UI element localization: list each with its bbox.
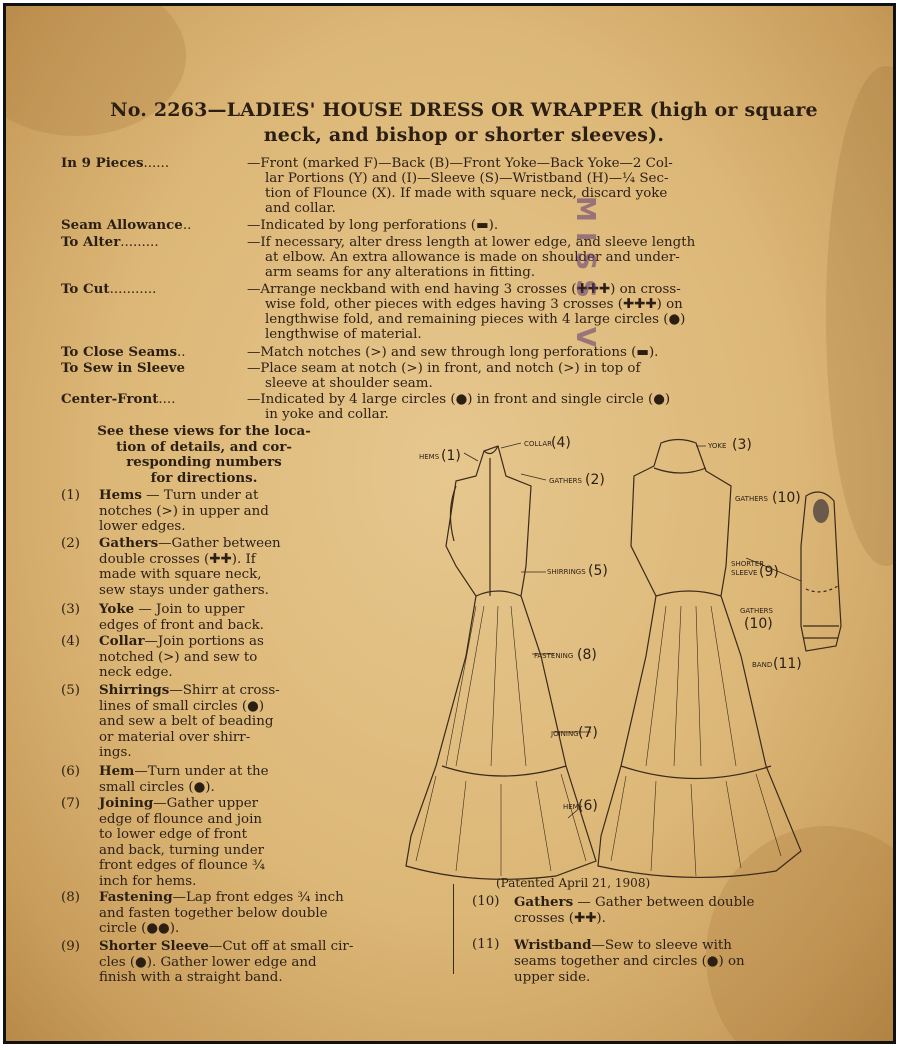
spec-dots: ...... <box>143 156 170 171</box>
spec-line: lar Portions (Y) and (I)—Sleeve (S)—Wristband (H)—¼ Sec- <box>265 171 669 186</box>
spec-dots: ......... <box>120 235 159 250</box>
item-text: upper side. <box>514 970 591 985</box>
spec-line: lengthwise fold, and remaining pieces with 4 large circles (●) <box>265 312 686 327</box>
sleeve-band <box>803 626 839 638</box>
spec-dots: .... <box>158 392 176 407</box>
spec-dots: .. <box>177 345 186 360</box>
item-text: —Join portions as <box>144 634 264 649</box>
item-text: sew stays under gathers. <box>99 582 269 598</box>
item-heading: Hem <box>99 763 135 779</box>
spec-line: at elbow. An extra allowance is made on shoulder and under- <box>265 250 680 265</box>
spec-label: To Cut <box>61 281 110 297</box>
item-number: (9) <box>61 939 80 954</box>
back-flounce-pleats <box>611 774 781 876</box>
callout-band-number: (11) <box>773 656 802 672</box>
item-heading: Collar <box>99 633 145 649</box>
callout-hems: HEMS <box>419 453 440 461</box>
callout-fastening: FASTENING <box>534 652 574 660</box>
item-heading: Fastening <box>99 889 173 905</box>
item-text: notched (>) and sew to <box>99 649 258 665</box>
item-number: (2) <box>61 536 80 551</box>
spec-label: Center-Front <box>61 391 159 407</box>
item-heading: Joining <box>99 795 154 811</box>
item-text: — Turn under at <box>141 488 259 503</box>
callout-hems-number: (1) <box>441 448 461 464</box>
spec-line: —Front (marked F)—Back (B)—Front Yoke—Back Yoke—2 Col- <box>247 156 673 171</box>
front-flounce-pleats <box>416 774 586 876</box>
spec-label: To Close Seams <box>61 344 177 360</box>
item-text: —Shirr at cross- <box>169 683 280 698</box>
spec-line: and collar. <box>265 201 336 216</box>
spec-line: —Arrange neckband with end having 3 crosses (✚✚✚) on cross- <box>247 282 681 297</box>
item-text: cles (●). Gather lower edge and <box>99 954 317 970</box>
item-text: — Gather between double <box>573 895 755 910</box>
item-text: —Gather between <box>158 536 281 551</box>
spec-line: —Match notches (>) and sew through long perforations (▬). <box>247 345 659 360</box>
spec-label: To Sew in Sleeve <box>61 360 185 376</box>
item-number: (3) <box>61 602 80 617</box>
item-number: (8) <box>61 890 80 905</box>
callout-shorter: SHORTER <box>731 560 765 568</box>
callout-gathers-cuff-number: (10) <box>744 616 773 632</box>
callout-gathers-number: (2) <box>585 472 605 488</box>
back-skirt-pleats <box>646 606 736 766</box>
spec-line: —Place seam at notch (>) in front, and notch (>) in top of <box>247 361 641 376</box>
item-text: edge of flounce and join <box>99 811 263 827</box>
spec-dots: .. <box>182 218 192 233</box>
item-text: and sew a belt of beading <box>99 714 274 730</box>
item-text: notches (>) in upper and <box>99 503 269 519</box>
item-text: —Gather upper <box>153 796 259 811</box>
item-number: (10) <box>472 894 500 909</box>
item-text: circle (●●). <box>99 921 180 937</box>
callout-joining: JOINING <box>551 730 579 738</box>
item-text: crosses (✚✚). <box>514 911 606 926</box>
item-text: edges of front and back. <box>99 617 264 633</box>
item-heading: Gathers <box>514 894 574 910</box>
spec-line: lengthwise of material. <box>265 327 422 342</box>
callout-band: BAND <box>752 661 773 669</box>
item-number: (7) <box>61 796 80 811</box>
item-text: ings. <box>99 745 132 761</box>
back-dress-outline <box>598 440 801 878</box>
spec-line: —If necessary, alter dress length at lower edge, and sleeve length <box>247 235 696 250</box>
item-number: (5) <box>61 683 80 698</box>
sleeve-cap-shading <box>813 499 829 523</box>
item-heading: Wristband <box>514 937 592 953</box>
spec-label: In 9 Pieces <box>61 155 144 171</box>
callout-hem: HEM <box>563 803 579 811</box>
item-heading: Gathers <box>99 535 159 551</box>
callout-yoke: YOKE <box>708 442 727 450</box>
spec-line: arm seams for any alterations in fitting. <box>265 265 536 280</box>
back-waist <box>656 591 721 596</box>
diagram-callouts <box>419 435 802 814</box>
item-heading: Hems <box>99 487 142 503</box>
see-line: tion of details, and cor- <box>116 438 292 455</box>
callout-collar-number: (4) <box>551 435 571 451</box>
pattern-sheet <box>3 3 896 1044</box>
item-text: to lower edge of front <box>99 827 248 843</box>
item-heading: Shorter Sleeve <box>99 938 209 954</box>
callout-gathers-sleeve-number: (10) <box>772 490 801 506</box>
item-text: —Cut off at small cir- <box>208 939 354 954</box>
item-heading: Shirrings <box>99 682 170 698</box>
item-text: finish with a straight band. <box>99 970 283 986</box>
title-line-2: neck, and bishop or shorter sleeves). <box>263 124 665 146</box>
item-text: made with square neck, <box>99 567 262 583</box>
spec-line: wise fold, other pieces with edges having 3 crosses (✚✚✚) on <box>265 297 683 312</box>
shorter-sleeve-line <box>806 586 838 592</box>
spec-line: tion of Flounce (X). If made with square neck, discard yoke <box>265 186 668 201</box>
item-text: small circles (●). <box>99 779 215 795</box>
item-number: (1) <box>61 488 80 503</box>
item-text: —Lap front edges ¾ inch <box>172 890 344 905</box>
item-text: front edges of flounce ¾ <box>99 858 265 874</box>
callout-joining-number: (7) <box>578 725 598 741</box>
item-text: or material over shirr- <box>99 729 251 745</box>
back-flounce-seam <box>621 766 771 779</box>
callout-gathers-sleeve: GATHERS <box>735 495 768 503</box>
front-flounce-seam <box>442 766 566 776</box>
spec-line: sleeve at shoulder seam. <box>265 376 433 391</box>
spec-label: Seam Allowance <box>61 217 183 233</box>
callout-sleeve: SLEEVE <box>731 569 758 577</box>
see-line: responding numbers <box>126 454 282 470</box>
item-text: lines of small circles (●) <box>99 698 265 714</box>
patent-note: (Patented April 21, 1908) <box>496 876 651 890</box>
item-text: seams together and circles (●) on <box>514 954 745 969</box>
callout-collar: COLLAR <box>524 440 553 448</box>
front-waist <box>476 591 521 596</box>
spec-line: —Indicated by 4 large circles (●) in front and single circle (●) <box>247 392 671 407</box>
item-text: lower edges. <box>99 519 186 535</box>
item-text: —Sew to sleeve with <box>591 938 732 953</box>
callout-shirrings-number: (5) <box>588 563 608 579</box>
item-text: neck edge. <box>99 665 173 681</box>
item-number: (4) <box>61 634 80 649</box>
callout-yoke-number: (3) <box>732 437 752 453</box>
callout-fastening-number: (8) <box>577 647 597 663</box>
title-line-1: No. 2263—LADIES' HOUSE DRESS OR WRAPPER (high or square <box>110 99 818 121</box>
back-yoke-line <box>654 468 706 473</box>
callout-shorter-number: (9) <box>759 564 779 580</box>
callout-gathers-cuff: GATHERS <box>740 607 773 615</box>
item-text: —Turn under at the <box>134 764 269 779</box>
item-text: and fasten together below double <box>99 905 328 921</box>
item-text: and back, turning under <box>99 842 265 858</box>
item-text: double crosses (✚✚). If <box>99 551 256 567</box>
item-number: (6) <box>61 764 80 779</box>
item-text: — Join to upper <box>134 602 245 617</box>
item-number: (11) <box>472 937 500 952</box>
callout-hem-number: (6) <box>578 798 598 814</box>
spec-line: —Indicated by long perforations (▬). <box>247 218 499 233</box>
item-heading: Yoke <box>99 601 135 617</box>
spec-label: To Alter <box>61 234 121 250</box>
spec-line: in yoke and collar. <box>265 407 389 422</box>
spec-dots: ........... <box>109 282 157 297</box>
callout-gathers: GATHERS <box>549 477 582 485</box>
see-line: See these views for the loca- <box>97 423 311 439</box>
callout-shirrings: SHIRRINGS <box>547 568 586 576</box>
dress-illustration <box>6 6 896 1044</box>
library-stamp: MISS V <box>570 196 600 358</box>
item-text: inch for hems. <box>99 873 197 889</box>
see-line: for directions. <box>150 469 258 486</box>
